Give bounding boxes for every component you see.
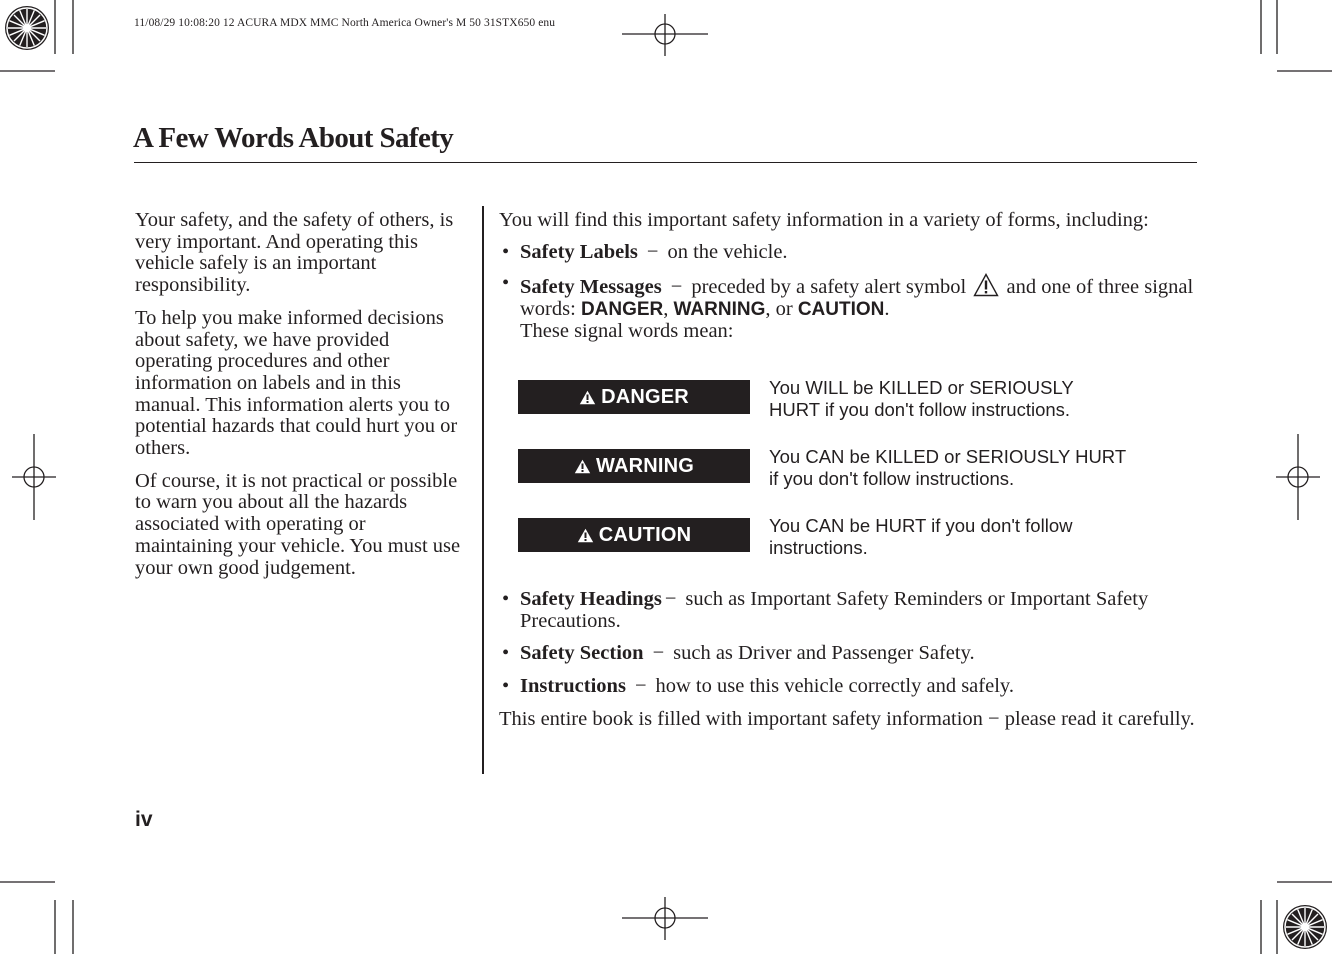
paragraph-good-judgement: Of course, it is not practical or possible to warn you about all the hazards associated with operating or maintaining your vehicle. You must use your own good judgement. — [135, 469, 461, 579]
warning-label — [518, 449, 750, 483]
signal-word-caution: CAUTION — [797, 299, 885, 321]
bullet-dot: • — [502, 675, 510, 698]
safety-messages-text-after: and one of three signal words: — [520, 276, 1194, 321]
forms-intro: You will find this important safety information in a variety of forms, including: — [499, 209, 1149, 231]
right-column-lower — [499, 578, 1199, 751]
term-instructions: Instructions — [520, 675, 626, 698]
left-column — [135, 210, 465, 590]
signal-word-danger: DANGER — [580, 299, 664, 321]
signal-words-intro: These signal words mean: — [520, 319, 734, 342]
alert-triangle-icon — [579, 390, 596, 405]
alert-triangle-icon — [574, 459, 591, 474]
dash: − — [664, 588, 677, 610]
dash: − — [646, 240, 659, 263]
paragraph-informed-decisions: To help you make informed decisions about safety, we have provided operating procedures and other information on labels and in this manual. This information alerts you to potential hazards that could hurt you or others. — [135, 306, 458, 460]
right-column — [499, 210, 1199, 343]
safety-messages-text-before: preceded by a safety alert symbol — [691, 276, 967, 299]
registration-target-top — [622, 14, 708, 56]
term-safety-messages: Safety Messages — [520, 276, 662, 299]
warning-label-text: WARNING — [595, 454, 695, 477]
list-item-safety-headings — [499, 589, 1199, 632]
list-item-safety-section — [499, 643, 1199, 665]
separator: , — [663, 298, 674, 321]
caution-meaning: You CAN be HURT if you don't follow instructions. — [769, 515, 1073, 558]
danger-meaning: You WILL be KILLED or SERIOUSLY HURT if you don't follow instructions. — [769, 377, 1074, 420]
starburst-top-left — [5, 6, 49, 50]
safety-section-text: such as Driver and Passenger Safety. — [673, 642, 975, 665]
warning-meaning: You CAN be KILLED or SERIOUSLY HURT if you don't follow instructions. — [769, 446, 1126, 489]
instructions-text: how to use this vehicle correctly and safely. — [655, 675, 1014, 698]
registration-target-right — [1276, 434, 1320, 520]
print-metadata: 11/08/29 10:08:20 12 ACURA MDX MMC North America Owner's M 50 31STX650 enu — [134, 17, 556, 29]
safety-labels-text: on the vehicle. — [667, 240, 788, 263]
bullet-dot: • — [502, 642, 510, 665]
page-title: A Few Words About Safety — [133, 122, 454, 154]
list-item-safety-messages — [499, 273, 1199, 320]
starburst-bottom-right — [1283, 905, 1327, 949]
title-rule — [134, 162, 1197, 163]
danger-label-text: DANGER — [601, 385, 689, 408]
closing-paragraph: This entire book is filled with important safety information − please read it carefully. — [499, 707, 1195, 730]
signal-word-warning: WARNING — [673, 299, 766, 321]
sentence-end: . — [884, 298, 890, 321]
list-item-safety-labels — [499, 242, 1199, 264]
term-safety-headings: Safety Headings — [520, 588, 662, 610]
alert-triangle-icon — [577, 528, 594, 543]
dash: − — [634, 675, 647, 698]
dash: − — [652, 642, 665, 665]
list-item-instructions — [499, 676, 1199, 698]
bullet-dot: • — [502, 588, 510, 610]
separator: , or — [765, 298, 798, 321]
page-number: iv — [135, 808, 153, 831]
caution-label-text: CAUTION — [598, 523, 692, 546]
bullet-dot: • — [502, 240, 510, 263]
dash: − — [670, 276, 683, 299]
safety-headings-text: such as Important Safety Reminders or Important Safety Precautions. — [520, 588, 1149, 632]
bullet-dot: • — [502, 272, 510, 295]
safety-alert-icon — [973, 273, 999, 297]
danger-label — [518, 380, 750, 414]
registration-target-bottom — [622, 897, 708, 940]
term-safety-section: Safety Section — [520, 642, 644, 665]
registration-target-left — [12, 434, 56, 520]
caution-label — [518, 518, 750, 552]
paragraph-safety-importance: Your safety, and the safety of others, is very important. And operating this vehicle safely is an important responsibility. — [135, 209, 454, 297]
term-safety-labels: Safety Labels — [520, 240, 638, 263]
column-divider — [482, 206, 484, 774]
